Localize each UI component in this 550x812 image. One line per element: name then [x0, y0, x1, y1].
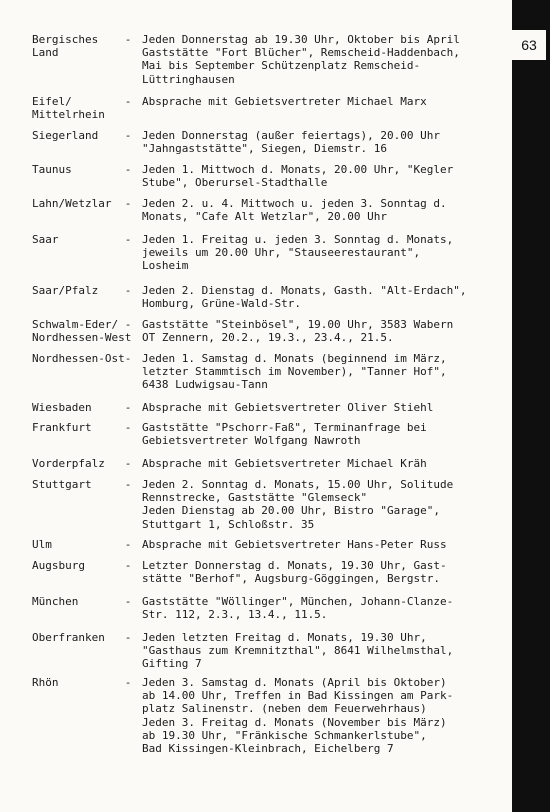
schedule-entry — [32, 676, 494, 755]
schedule-entry — [32, 352, 494, 392]
schedule-entry — [32, 197, 494, 223]
schedule-entry — [32, 284, 494, 310]
meeting-details: Jeden 1. Mittwoch d. Monats, 20.00 Uhr, "Kegler Stube", Oberursel-Stadthalle — [142, 163, 454, 190]
region-name: Oberfranken — [32, 631, 105, 644]
schedule-entry — [32, 559, 494, 585]
meeting-details: Jeden letzten Freitag d. Monats, 19.30 Uhr, "Gasthaus zum Kremnitzthal", 8641 Wilhelmsthal, Gifting 7 — [142, 631, 454, 671]
meeting-details: Letzter Donnerstag d. Monats, 19.30 Uhr, Gast- stätte "Berhof", Augsburg-Göggingen, Bergstr. — [142, 559, 447, 586]
schedule-entry — [32, 95, 494, 121]
schedule-entry — [32, 129, 494, 155]
separator-dash: - — [124, 676, 132, 689]
separator-dash: - — [124, 163, 132, 176]
region-name: München — [32, 595, 79, 608]
schedule-entry — [32, 401, 494, 414]
separator-dash: - — [124, 478, 132, 491]
meeting-details: Jeden 1. Freitag u. jeden 3. Sonntag d. Monats, jeweils um 20.00 Uhr, "Stauseerestaurant", Losheim — [142, 233, 454, 273]
separator-dash: - — [124, 95, 132, 108]
meeting-details: Gaststätte "Steinbösel", 19.00 Uhr, 3583 Wabern OT Zennern, 20.2., 19.3., 23.4., 21.5. — [142, 318, 454, 345]
meeting-details: Jeden 1. Samstag d. Monats (beginnend im März, letzter Stammtisch im November), "Tanner Hof", 6438 Ludwigsau-Tann — [142, 352, 447, 392]
meeting-details: Absprache mit Gebietsvertreter Michael Marx — [142, 95, 427, 108]
meeting-details: Jeden Donnerstag ab 19.30 Uhr, Oktober bis April Gaststätte "Fort Blücher", Remscheid-Haddenbach, Mai bis September Schützenplatz Remscheid- Lüttringhausen — [142, 33, 460, 86]
schedule-entry — [32, 163, 494, 189]
separator-dash: - — [124, 318, 132, 331]
schedule-entry — [32, 538, 494, 551]
page-number: 63 — [512, 30, 546, 60]
schedule-entry — [32, 595, 494, 621]
meeting-details: Absprache mit Gebietsvertreter Hans-Peter Russ — [142, 538, 447, 551]
region-name: Saar/Pfalz — [32, 284, 99, 297]
region-name: Taunus — [32, 163, 72, 176]
meeting-details: Jeden 2. u. 4. Mittwoch u. jeden 3. Sonntag d. Monats, "Cafe Alt Wetzlar", 20.00 Uhr — [142, 197, 447, 224]
meeting-details: Jeden 2. Dienstag d. Monats, Gasth. "Alt-Erdach", Homburg, Grüne-Wald-Str. — [142, 284, 467, 311]
region-name: Vorderpfalz — [32, 457, 105, 470]
meeting-details: Jeden 2. Sonntag d. Monats, 15.00 Uhr, Solitude Rennstrecke, Gaststätte "Glemseck" Jeden Dienstag ab 20.00 Uhr, Bistro "Garage", Stuttgart 1, Schloßstr. 35 — [142, 478, 454, 531]
separator-dash: - — [124, 559, 132, 572]
separator-dash: - — [124, 233, 132, 246]
meeting-details: Absprache mit Gebietsvertreter Michael Kräh — [142, 457, 427, 470]
region-name: Rhön — [32, 676, 59, 689]
separator-dash: - — [124, 595, 132, 608]
region-name: Eifel/ Mittelrhein — [32, 95, 105, 122]
separator-dash: - — [124, 197, 132, 210]
region-name: Schwalm-Eder/ Nordhessen-West — [32, 318, 132, 345]
meeting-details: Jeden 3. Samstag d. Monats (April bis Oktober) ab 14.00 Uhr, Treffen in Bad Kissingen am Park- platz Salinenstr. (neben dem Feuerwehrhaus) Jeden 3. Freitag d. Monats (November bis März) ab 19.30 Uhr, "Fränkische Schmankerlstube", Bad Kissingen-Kleinbrach, Eichelberg 7 — [142, 676, 454, 756]
separator-dash: - — [124, 284, 132, 297]
region-name: Saar — [32, 233, 59, 246]
region-name: Frankfurt — [32, 421, 92, 434]
region-name: Stuttgart — [32, 478, 92, 491]
separator-dash: - — [124, 538, 132, 551]
separator-dash: - — [124, 129, 132, 142]
region-name: Wiesbaden — [32, 401, 92, 414]
meeting-details: Jeden Donnerstag (außer feiertags), 20.00 Uhr "Jahngaststätte", Siegen, Diemstr. 16 — [142, 129, 441, 156]
meeting-details: Gaststätte "Pschorr-Faß", Terminanfrage bei Gebietsvertreter Wolfgang Nawroth — [142, 421, 427, 448]
schedule-entry — [32, 478, 494, 531]
schedule-entry — [32, 33, 494, 86]
separator-dash: - — [124, 421, 132, 434]
schedule-entry — [32, 421, 494, 447]
region-name: Bergisches Land — [32, 33, 99, 60]
region-name: Ulm — [32, 538, 52, 551]
separator-dash: - — [124, 457, 132, 470]
region-name: Augsburg — [32, 559, 85, 572]
separator-dash: - — [124, 33, 132, 46]
region-name: Nordhessen-Ost — [32, 352, 125, 365]
schedule-entry — [32, 318, 494, 344]
schedule-entry — [32, 631, 494, 671]
meeting-details: Absprache mit Gebietsvertreter Oliver Stiehl — [142, 401, 434, 414]
meeting-details: Gaststätte "Wöllinger", München, Johann-Clanze- Str. 112, 2.3., 13.4., 11.5. — [142, 595, 454, 622]
region-name: Siegerland — [32, 129, 99, 142]
schedule-entry — [32, 457, 494, 470]
separator-dash: - — [124, 631, 132, 644]
region-name: Lahn/Wetzlar — [32, 197, 112, 210]
page-edge-tab — [512, 0, 550, 812]
separator-dash: - — [124, 352, 132, 365]
schedule-entry — [32, 233, 494, 273]
separator-dash: - — [124, 401, 132, 414]
